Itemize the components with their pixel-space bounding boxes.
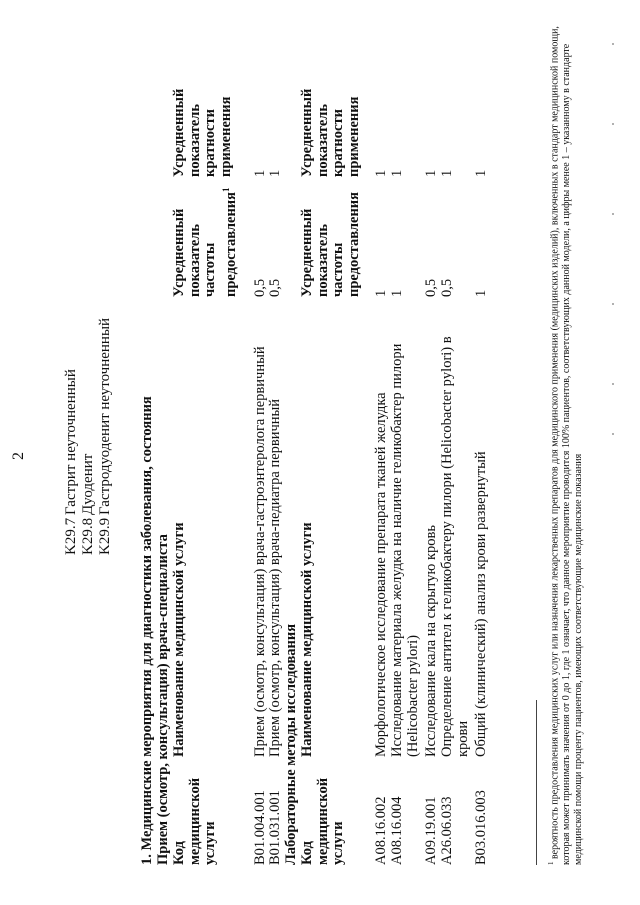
header-line: Усредненный	[171, 88, 187, 177]
header-line: применения	[217, 96, 234, 177]
section-title: 1. Медицинские мероприятия для диагностики заболевания, состояния	[139, 396, 155, 865]
header-line: медицинской	[314, 777, 331, 865]
row-freq: 0,5	[423, 278, 439, 297]
row-name-line: крови	[454, 720, 471, 757]
header-line: Код	[299, 841, 315, 865]
section2-subtitle: Лабораторные методы исследования	[283, 623, 299, 865]
header-line: услуги	[330, 821, 346, 865]
s2-header-name: Наименование медицинской услуги	[299, 522, 315, 757]
scan-artifact	[612, 303, 614, 305]
diagnosis-name: Дуоденит	[80, 453, 96, 515]
row-freq: 0,5	[267, 278, 283, 297]
row-name: Исследование кала на скрытую кровь	[423, 525, 439, 757]
header-line: Усредненный	[299, 208, 315, 297]
header-line: показатель	[186, 103, 203, 177]
row-freq: 1	[373, 289, 389, 297]
row-mult: 1	[389, 169, 405, 177]
diagnosis-code: K29.7	[63, 517, 79, 555]
footnote-marker: 1	[547, 861, 555, 865]
row-name-line: Определение антител к геликобактеру пилори (Helicobacter pylori) в	[439, 336, 455, 757]
row-name: Прием (осмотр, консультация) врача-гастроэнтеролога первичный	[252, 346, 268, 757]
row-mult: 1	[373, 169, 389, 177]
scan-artifact	[612, 433, 614, 435]
header-line: кратности	[330, 109, 346, 177]
header-line	[219, 188, 239, 298]
footnote-ref: 1	[220, 187, 231, 192]
footnote-divider	[536, 700, 537, 865]
table-row	[268, 790, 284, 865]
diagnosis-code: K29.9	[97, 517, 113, 555]
header-line: услуги	[202, 821, 218, 865]
row-code: B01.004.001	[252, 790, 268, 865]
row-name: Общий (клинический) анализ крови развернутый	[473, 451, 489, 757]
row-name	[390, 344, 421, 757]
diagnosis-item	[63, 369, 80, 555]
row-code: A08.16.002	[373, 796, 389, 865]
row-mult: 1	[423, 169, 439, 177]
scan-artifact	[612, 123, 614, 125]
row-code: B03.016.003	[473, 790, 489, 865]
header-line: Усредненный	[299, 88, 315, 177]
s1-header-freq	[172, 188, 239, 298]
row-code: A09.19.001	[423, 796, 439, 865]
footnote-text: вероятность предоставления медицинских услуг или назначения лекарственных препаратов для медицинского применения (медицинских изделий), включенных в стандарт медицинской помощи, которая может принимать значения от 0 до 1, где 1 означает, что данное мероприятие проводится 100% пациентов, соответствующих данной модели, а цифры менее 1 – указанному в стандарте медицинской помощи проценту пациентов, имеющих соответствующие медицинские показания	[549, 26, 585, 865]
diagnosis-name: Гастродуоденит неуточненный	[97, 317, 113, 515]
row-freq: 1	[389, 289, 405, 297]
diagnosis-code: K29.8	[80, 517, 96, 555]
header-line: частоты	[330, 242, 346, 297]
s1-header-mult	[172, 89, 234, 177]
row-name	[440, 336, 471, 757]
row-freq: 1	[473, 289, 489, 297]
diagnosis-item	[97, 318, 114, 555]
row-code: B01.031.001	[267, 790, 283, 865]
scan-artifact	[612, 383, 614, 385]
s1-header-code	[172, 778, 219, 865]
header-line: кратности	[202, 109, 218, 177]
row-name-line: Исследование материала желудка на наличие геликобактер пилори	[389, 343, 405, 757]
header-line: предоставления	[345, 192, 362, 297]
s2-header-mult	[300, 89, 362, 177]
scan-artifact	[612, 43, 614, 45]
header-line: показатель	[314, 223, 331, 297]
header-line: применения	[345, 96, 362, 177]
row-name: Прием (осмотр, консультация) врача-педиатра первичный	[267, 398, 283, 757]
footnote	[545, 25, 585, 865]
row-code: A08.16.004	[389, 796, 405, 865]
row-mult: 1	[439, 169, 455, 177]
row-mult: 1	[267, 169, 283, 177]
diagnosis-name: Гастрит неуточненный	[63, 369, 79, 515]
row-name: Морфологическое исследование препарата тканей желудка	[373, 392, 389, 757]
row-name-line: (Helicobacter pylori)	[404, 635, 421, 757]
s2-header-code	[300, 778, 347, 865]
row-mult: 1	[473, 169, 489, 177]
s1-header-name: Наименование медицинской услуги	[171, 522, 187, 757]
header-line: Усредненный	[171, 208, 187, 297]
section1-subtitle: Прием (осмотр, консультация) врача-специалиста	[155, 534, 171, 865]
s2-header-freq	[300, 192, 362, 297]
row-freq: 0,5	[252, 278, 268, 297]
header-line: показатель	[186, 223, 203, 297]
header-line: Код	[171, 841, 187, 865]
scan-artifact	[612, 213, 614, 215]
header-line: показатель	[314, 103, 331, 177]
header-line: медицинской	[186, 777, 203, 865]
page-number: 2	[10, 452, 27, 460]
row-mult: 1	[252, 169, 268, 177]
row-freq: 0,5	[439, 278, 455, 297]
header-line: частоты	[202, 242, 218, 297]
row-code: A26.06.033	[439, 796, 455, 865]
header-line-text: предоставления	[222, 192, 239, 297]
diagnosis-item	[80, 454, 97, 555]
